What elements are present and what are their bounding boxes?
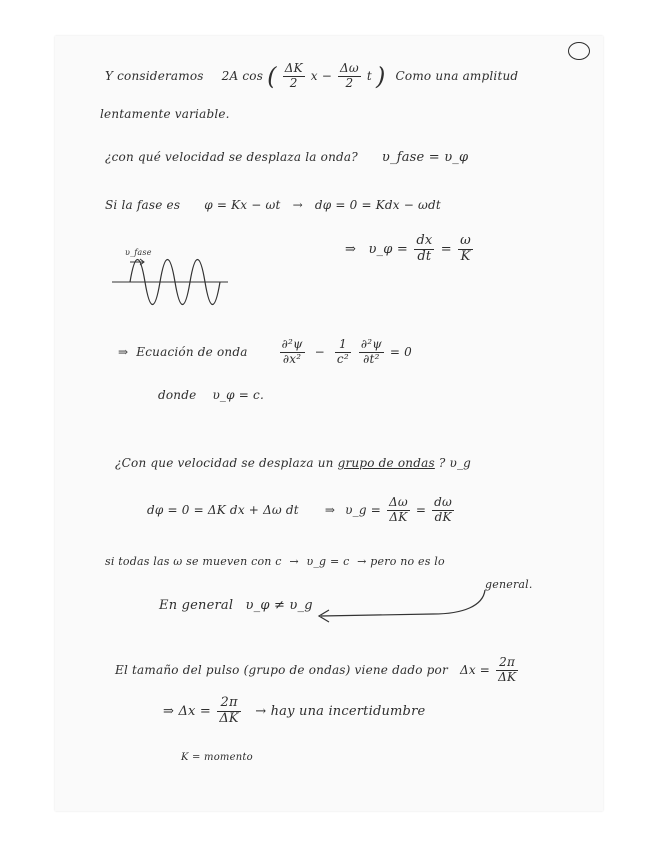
- line-4-eq2: dφ = 0 = Kdx − ωdt: [314, 198, 441, 212]
- line-6-fraction-1: $\frac{\text{∂²ψ}}{\text{∂x²}}$: [281, 337, 303, 366]
- line-2-text: lentamente variable.: [100, 107, 230, 121]
- line-13-implies: ⇒: [163, 703, 175, 719]
- page-number-circle: [568, 42, 590, 60]
- line-5-lhs: υ_φ =: [368, 241, 408, 257]
- line-10: [105, 555, 445, 568]
- line-5-eq: =: [440, 241, 452, 257]
- line-5-fraction-1: $\frac{dx}{dt}$: [416, 233, 433, 264]
- line-12-lhs: Δx =: [459, 662, 491, 677]
- line-12-text: El tamaño del pulso (grupo de ondas) viene dado por: [115, 662, 448, 677]
- line-11-text: En general: [159, 598, 234, 613]
- line-13-text: → hay una incertidumbre: [255, 703, 426, 719]
- line-4-eq1: φ = Kx − ωt: [204, 198, 281, 212]
- line-10-text-c: general.: [485, 578, 533, 591]
- line-6-text: Ecuación de onda: [136, 344, 248, 359]
- line-9-implies: ⇒: [324, 502, 336, 517]
- line-1-text: Y consideramos: [105, 68, 204, 83]
- line-1-text-b: Como una amplitud: [395, 68, 519, 83]
- line-9-fraction-2: $\frac{d\omega}{dK}$: [434, 495, 453, 524]
- line-7-text: donde: [158, 388, 197, 402]
- line-10-text-b: → pero no es lo: [357, 555, 445, 568]
- line-7-eq: υ_φ = c.: [212, 388, 264, 402]
- line-1-x: x −: [310, 68, 332, 83]
- line-1: [105, 62, 518, 91]
- line-10-text-a: si todas las ω se mueven con c: [105, 555, 282, 568]
- line-1-fraction-2: $\frac{\Delta\omega}{2}$: [340, 61, 359, 90]
- line-1-expr: 2A cos: [221, 68, 264, 83]
- line-9-lhs: υ_g =: [345, 502, 381, 517]
- line-11-eq: υ_φ ≠ υ_g: [245, 598, 313, 613]
- notebook-page: [55, 36, 603, 811]
- line-11-arrow: [313, 586, 493, 626]
- line-12: [115, 656, 520, 685]
- line-7: [158, 388, 264, 402]
- line-1-fraction-1: $\frac{\Delta K}{2}$: [284, 61, 303, 90]
- line-8: [115, 456, 471, 470]
- wave-sketch: [110, 252, 240, 312]
- line-8-text-a: ¿Con que velocidad se desplaza un: [115, 456, 334, 470]
- line-4: [105, 198, 441, 212]
- line-2: [100, 107, 230, 121]
- line-5-implies: ⇒: [345, 241, 357, 257]
- line-10-arrow: →: [289, 555, 299, 568]
- line-13-lhs: Δx =: [178, 703, 211, 719]
- line-9-eq: dφ = 0 = ΔK dx + Δω dt: [147, 502, 299, 517]
- line-14: [181, 752, 253, 763]
- line-1-t: t: [366, 68, 372, 83]
- line-13-fraction: $\frac{2\pi}{\Delta K}$: [219, 695, 239, 726]
- line-14-text: K = momento: [181, 752, 253, 763]
- line-6-fraction-2: $\frac{1}{\text{c²}}$: [336, 337, 349, 366]
- line-9: [147, 496, 456, 525]
- line-6-minus: −: [314, 344, 325, 359]
- line-5-fraction-2: $\frac{\omega}{K}$: [460, 233, 471, 264]
- wave-label: υ_fase: [125, 248, 152, 257]
- line-12-fraction: $\frac{2\pi}{\Delta K}$: [498, 655, 517, 684]
- line-4-text: Si la fase es: [105, 198, 181, 212]
- line-6-implies: ⇒: [118, 344, 129, 359]
- line-11: [159, 598, 313, 613]
- line-1-paren-open: (: [267, 62, 277, 91]
- line-9-eq2: =: [415, 502, 427, 517]
- line-3-text: ¿con qué velocidad se desplaza la onda?: [105, 150, 358, 164]
- line-3-eq: υ_fase = υ_φ: [381, 150, 469, 165]
- line-8-text-b: ? υ_g: [438, 456, 472, 470]
- line-3: [105, 150, 468, 165]
- line-6-eq: = 0: [389, 344, 413, 359]
- line-1-paren-close: ): [375, 62, 386, 91]
- line-5: [345, 234, 475, 265]
- line-4-arrow: →: [292, 198, 303, 212]
- line-8-underlined: grupo de ondas: [337, 456, 435, 470]
- line-6: [118, 338, 412, 367]
- line-9-fraction-1: $\frac{\Delta\omega}{\Delta K}$: [389, 495, 408, 524]
- line-13: [163, 696, 425, 727]
- line-10-eq: υ_g = c: [306, 555, 350, 568]
- line-6-fraction-3: $\frac{\text{∂²ψ}}{\text{∂t²}}$: [360, 337, 382, 366]
